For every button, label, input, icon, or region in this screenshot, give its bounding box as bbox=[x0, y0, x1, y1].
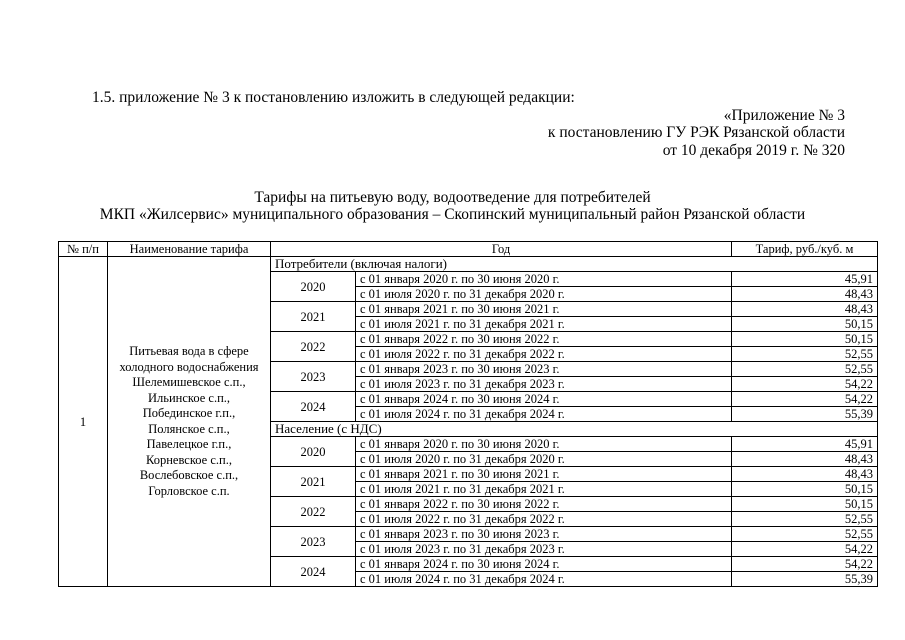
tariff-table bbox=[58, 241, 878, 587]
tariff-value-cell: 45,91 bbox=[732, 437, 878, 452]
period-cell: с 01 января 2024 г. по 30 июня 2024 г. bbox=[356, 392, 732, 407]
appendix-header-line: «Приложение № 3 bbox=[723, 107, 845, 124]
tariff-name-line: Побединское г.п., bbox=[142, 406, 236, 420]
tariff-value-cell: 48,43 bbox=[732, 287, 878, 302]
period-cell: с 01 января 2024 г. по 30 июня 2024 г. bbox=[356, 557, 732, 572]
category-cell: Потребители (включая налоги) bbox=[271, 257, 878, 272]
year-cell: 2022 bbox=[271, 497, 356, 527]
period-cell: с 01 января 2021 г. по 30 июня 2021 г. bbox=[356, 302, 732, 317]
tariff-name-line: Горловское с.п. bbox=[148, 483, 230, 498]
period-cell: с 01 июля 2020 г. по 31 декабря 2020 г. bbox=[356, 452, 732, 467]
intro-text: 1.5. приложение № 3 к постановлению изложить в следующей редакции: bbox=[92, 89, 575, 106]
period-cell: с 01 июля 2023 г. по 31 декабря 2023 г. bbox=[356, 542, 732, 557]
period-cell: с 01 июля 2022 г. по 31 декабря 2022 г. bbox=[356, 347, 732, 362]
year-cell: 2023 bbox=[271, 527, 356, 557]
year-cell: 2023 bbox=[271, 362, 356, 392]
year-cell: 2020 bbox=[271, 272, 356, 302]
tariff-value-cell: 54,22 bbox=[732, 557, 878, 572]
appendix-header-line: к постановлению ГУ РЭК Рязанской области bbox=[547, 124, 845, 141]
tariff-value-cell: 54,22 bbox=[732, 377, 878, 392]
document-title-line: МКП «Жилсервис» муниципального образования – Скопинский муниципальный район Рязанской области bbox=[99, 206, 806, 223]
period-cell: с 01 января 2020 г. по 30 июня 2020 г. bbox=[356, 272, 732, 287]
tariff-value-cell: 50,15 bbox=[732, 317, 878, 332]
column-header: Год bbox=[271, 242, 732, 257]
row-number-cell: 1 bbox=[59, 257, 108, 587]
tariff-value-cell: 55,39 bbox=[732, 572, 878, 587]
tariff-value-cell: 48,43 bbox=[732, 467, 878, 482]
tariff-name-line: Вослебовское с.п., bbox=[139, 468, 239, 482]
year-cell: 2021 bbox=[271, 467, 356, 497]
tariff-value-cell: 52,55 bbox=[732, 362, 878, 377]
tariff-value-cell: 52,55 bbox=[732, 347, 878, 362]
appendix-header-line: от 10 декабря 2019 г. № 320 bbox=[662, 142, 845, 159]
tariff-value-cell: 48,43 bbox=[732, 302, 878, 317]
tariff-value-cell: 50,15 bbox=[732, 332, 878, 347]
category-row bbox=[59, 257, 878, 272]
tariff-value-cell: 50,15 bbox=[732, 482, 878, 497]
table-header-row bbox=[59, 242, 878, 257]
year-cell: 2021 bbox=[271, 302, 356, 332]
year-cell: 2024 bbox=[271, 392, 356, 422]
period-cell: с 01 января 2022 г. по 30 июня 2022 г. bbox=[356, 497, 732, 512]
document-title-line: Тарифы на питьевую воду, водоотведение для потребителей bbox=[254, 189, 651, 206]
period-cell: с 01 января 2023 г. по 30 июня 2023 г. bbox=[356, 527, 732, 542]
period-cell: с 01 июля 2024 г. по 31 декабря 2024 г. bbox=[356, 407, 732, 422]
tariff-value-cell: 54,22 bbox=[732, 542, 878, 557]
year-cell: 2020 bbox=[271, 437, 356, 467]
column-header: № п/п bbox=[59, 242, 108, 257]
tariff-name-line: Ильинское с.п., bbox=[147, 390, 231, 405]
period-cell: с 01 июля 2023 г. по 31 декабря 2023 г. bbox=[356, 377, 732, 392]
tariff-value-cell: 45,91 bbox=[732, 272, 878, 287]
tariff-name-line: Полянское с.п., bbox=[148, 421, 230, 436]
period-cell: с 01 января 2021 г. по 30 июня 2021 г. bbox=[356, 467, 732, 482]
tariff-value-cell: 52,55 bbox=[732, 527, 878, 542]
tariff-value-cell: 52,55 bbox=[732, 512, 878, 527]
tariff-name-line: Питьевая вода в сфере bbox=[129, 344, 249, 358]
period-cell: с 01 января 2022 г. по 30 июня 2022 г. bbox=[356, 332, 732, 347]
tariff-name-line: холодного водоснабжения bbox=[119, 359, 259, 374]
period-cell: с 01 июля 2021 г. по 31 декабря 2021 г. bbox=[356, 482, 732, 497]
tariff-value-cell: 54,22 bbox=[732, 392, 878, 407]
tariff-name-cell bbox=[108, 257, 271, 587]
period-cell: с 01 января 2020 г. по 30 июня 2020 г. bbox=[356, 437, 732, 452]
period-cell: с 01 июля 2021 г. по 31 декабря 2021 г. bbox=[356, 317, 732, 332]
period-cell: с 01 июля 2020 г. по 31 декабря 2020 г. bbox=[356, 287, 732, 302]
year-cell: 2022 bbox=[271, 332, 356, 362]
column-header: Наименование тарифа bbox=[108, 242, 271, 257]
column-header: Тариф, руб./куб. м bbox=[732, 242, 878, 257]
tariff-value-cell: 50,15 bbox=[732, 497, 878, 512]
tariff-value-cell: 48,43 bbox=[732, 452, 878, 467]
tariff-name-line: Корневское с.п., bbox=[146, 452, 232, 467]
tariff-name-line: Шелемишевское с.п., bbox=[132, 375, 246, 389]
period-cell: с 01 июля 2022 г. по 31 декабря 2022 г. bbox=[356, 512, 732, 527]
year-cell: 2024 bbox=[271, 557, 356, 587]
tariff-name-line: Павелецкое г.п., bbox=[146, 437, 232, 451]
period-cell: с 01 июля 2024 г. по 31 декабря 2024 г. bbox=[356, 572, 732, 587]
tariff-value-cell: 55,39 bbox=[732, 407, 878, 422]
category-cell: Население (с НДС) bbox=[271, 422, 878, 437]
period-cell: с 01 января 2023 г. по 30 июня 2023 г. bbox=[356, 362, 732, 377]
